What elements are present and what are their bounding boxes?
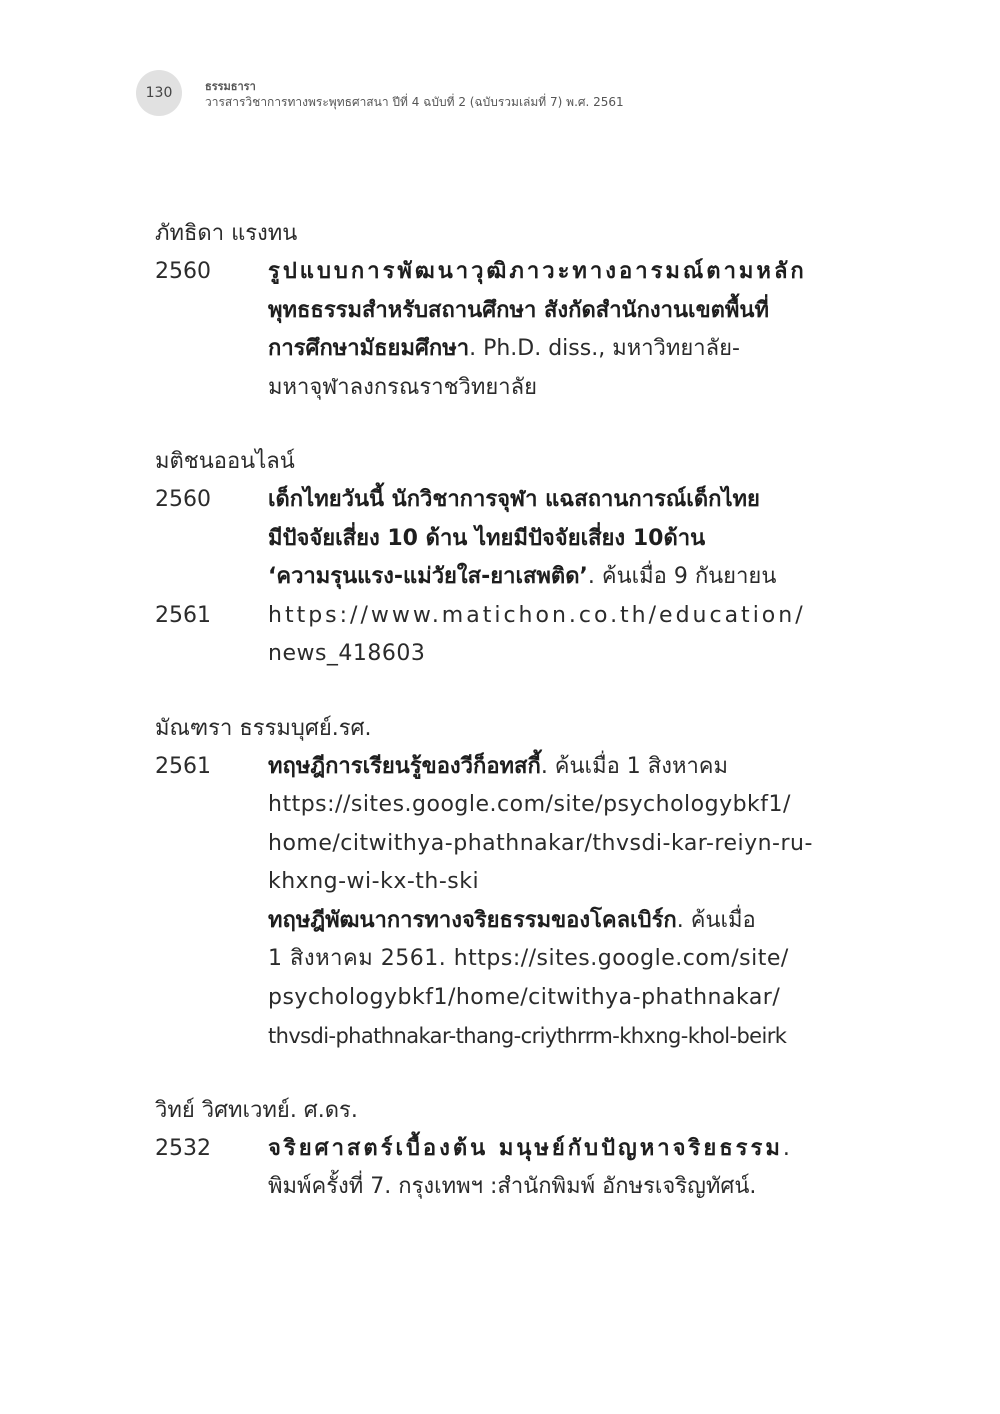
- reference-text: .: [782, 1135, 793, 1161]
- reference-url[interactable]: thvsdi-phathnakar-thang-criythrrm-khxng-khol-beirk: [268, 1024, 787, 1048]
- reference-title: พุทธธรรมสำหรับสถานศึกษา สังกัดสำนักงานเขตพื้นที่: [268, 297, 769, 323]
- reference-text: . ค้นเมื่อ 1 สิงหาคม: [540, 753, 729, 779]
- reference-line: [268, 369, 816, 408]
- reference-title: ทฤษฎีพัฒนาการทางจริยธรรมของโคลเบิร์ก: [268, 907, 677, 933]
- reference-title: รูปแบบการพัฒนาวุฒิภาวะทางอารมณ์ตามหลัก: [268, 259, 807, 284]
- reference-line: [268, 748, 816, 787]
- reference-year: 2532: [155, 1135, 211, 1161]
- reference-row: [155, 481, 825, 597]
- reference-author: วิทย์ วิศทเวทย์. ศ.ดร.: [155, 1097, 358, 1123]
- reference-title: มีปัจจัยเสี่ยง 10 ด้าน ไทยมีปัจจัยเสี่ยง 10ด้าน: [268, 525, 706, 551]
- journal-issue: วารสารวิชาการทางพระพุทธศาสนา ปีที่ 4 ฉบับที่ 2 (ฉบับรวมเล่มที่ 7) พ.ศ. 2561: [205, 95, 624, 109]
- running-header: [205, 80, 624, 110]
- reference-body: [268, 1130, 816, 1207]
- reference-body: [268, 481, 816, 597]
- reference-author: ภัทธิดา แรงทน: [155, 221, 298, 246]
- reference-line: [268, 292, 816, 331]
- journal-name: ธรรมธารา: [205, 80, 256, 93]
- reference-year: 2560: [155, 487, 211, 512]
- reference-line: [268, 330, 816, 369]
- reference-line: [268, 481, 816, 520]
- page-number: 130: [145, 85, 173, 101]
- reference-text: . Ph.D. diss., มหาวิทยาลัย-: [469, 336, 740, 361]
- reference-line: [268, 1168, 816, 1207]
- reference-year: 2561: [155, 753, 211, 779]
- reference-title: การศึกษามัธยมศึกษา: [268, 336, 470, 361]
- reference-line: 1 สิงหาคม 2561. https://sites.google.com/site/: [268, 946, 789, 971]
- reference-url[interactable]: khxng-wi-kx-th-ski: [268, 869, 480, 894]
- reference-entry: [155, 443, 825, 674]
- reference-title: ทฤษฎีการเรียนรู้ของวีก็อทสกี้: [268, 753, 541, 779]
- reference-title: จริยศาสตร์เบื้องต้น มนุษย์กับปัญหาจริยธรรม: [268, 1135, 783, 1161]
- reference-text: พิมพ์ครั้งที่ 7. กรุงเทพฯ :สำนักพิมพ์ อักษรเจริญทัศน์.: [268, 1174, 757, 1199]
- reference-url[interactable]: news_418603: [268, 641, 426, 666]
- reference-url[interactable]: home/citwithya-phathnakar/thvsdi-kar-reiyn-ru-: [268, 830, 813, 856]
- reference-entry: [155, 215, 825, 407]
- reference-text: มหาจุฬาลงกรณราชวิทยาลัย: [268, 374, 537, 400]
- reference-line: [268, 520, 816, 559]
- reference-line: [268, 558, 816, 597]
- reference-line: [268, 253, 816, 292]
- reference-row: [155, 253, 825, 407]
- reference-body: [268, 253, 816, 407]
- reference-title: เด็กไทยวันนี้ นักวิชาการจุฬา แฉสถานการณ์เด็กไทย: [268, 487, 760, 512]
- page-number-badge: [136, 70, 182, 116]
- reference-url[interactable]: https://sites.google.com/site/psychologybkf1/: [268, 792, 791, 817]
- reference-year: 2561: [155, 602, 211, 628]
- reference-text: . ค้นเมื่อ 9 กันยายน: [587, 564, 777, 589]
- reference-body: [268, 597, 816, 674]
- reference-author: มัณฑรา ธรรมบุศย์.รศ.: [155, 715, 372, 741]
- reference-body: [268, 748, 816, 1056]
- reference-url[interactable]: psychologybkf1/home/citwithya-phathnakar/: [268, 984, 781, 1010]
- reference-row: [155, 597, 825, 674]
- reference-entry: [155, 1092, 825, 1207]
- reference-year: 2560: [155, 259, 211, 284]
- reference-line: [268, 902, 816, 941]
- reference-line: [268, 1130, 816, 1169]
- reference-entry: [155, 710, 825, 1056]
- reference-author: มติชนออนไลน์: [155, 449, 295, 474]
- reference-row: [155, 1130, 825, 1207]
- reference-text: . ค้นเมื่อ: [676, 907, 756, 933]
- reference-list: [155, 215, 825, 1243]
- reference-url[interactable]: https://www.matichon.co.th/education/: [268, 602, 806, 628]
- reference-title: ‘ความรุนแรง-แม่วัยใส-ยาเสพติด’: [268, 564, 588, 589]
- reference-row: [155, 748, 825, 1056]
